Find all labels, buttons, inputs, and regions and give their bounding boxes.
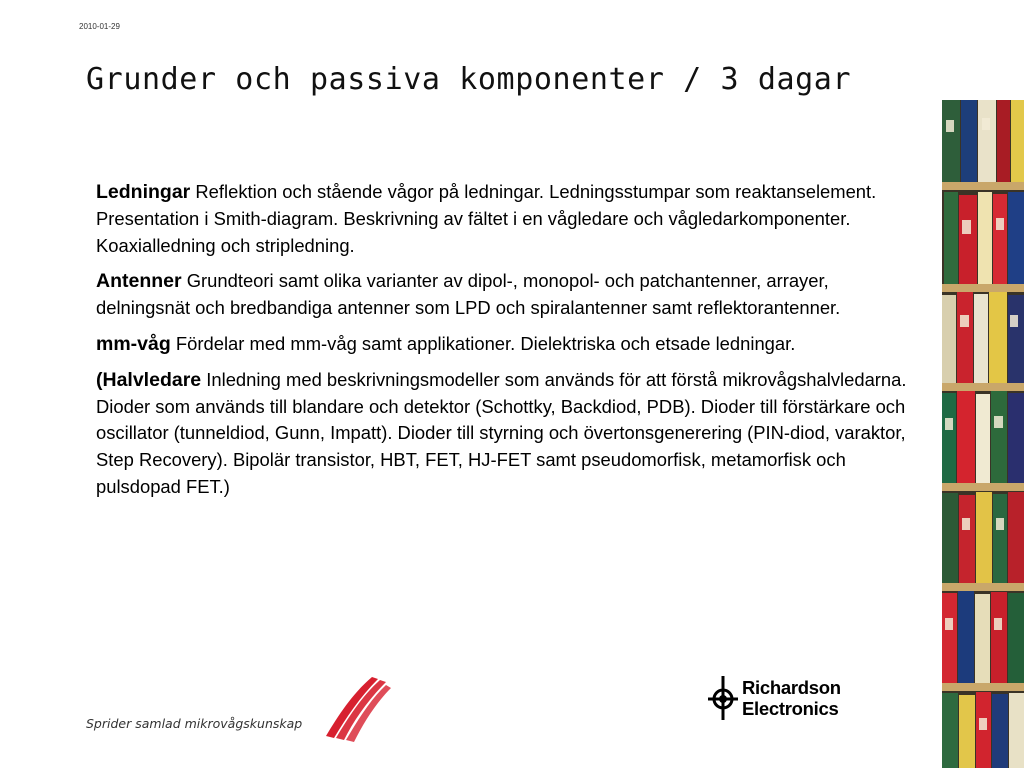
course-content xyxy=(96,179,908,510)
section-mm-vag xyxy=(96,331,908,358)
shelf-row-4 xyxy=(942,391,1024,491)
bookshelf-image xyxy=(942,100,1024,768)
shelf-row-3 xyxy=(942,292,1024,391)
company-line-1: Richardson xyxy=(742,677,841,698)
slide-date: 2010-01-29 xyxy=(79,22,120,31)
section-heading: Antenner xyxy=(96,270,182,293)
footer-logo xyxy=(80,672,400,742)
section-heading: mm-våg xyxy=(96,332,171,355)
shelf-row-6 xyxy=(942,591,1024,691)
shelf-row-5 xyxy=(942,492,1024,591)
section-heading: Ledningar xyxy=(96,181,191,203)
shelf-row-1 xyxy=(942,100,1024,190)
richardson-logo xyxy=(706,672,896,724)
section-ledningar xyxy=(96,179,908,259)
slide-title: Grunder och passiva komponenter / 3 dagar xyxy=(86,62,852,97)
section-text: Grundteori samt olika varianter av dipol-, monopol- och patchantenner, arrayer, delningsnät och bredbandiga antenner som LPD och spiralantenner samt reflektorantenner. xyxy=(96,270,841,319)
richardson-logo-icon xyxy=(706,674,740,722)
section-text: Fördelar med mm-våg samt applikationer. Dielektriska och etsade ledningar. xyxy=(175,332,796,354)
red-stripes-logo xyxy=(80,672,400,742)
shelf-row-2 xyxy=(942,192,1024,292)
section-text: Inledning med beskrivningsmodeller som används för att förstå mikrovågshalvledarna. Dioder som används till blandare och detektor (Schottky, Backdiod, PDB). Dioder till förstärkare och oscillator (tunneldiod, Gunn, Impatt). Dioder till styrning och övertonsgenerering (PIN-diod, varaktor, Step Recovery). Bipolär transistor, HBT, FET, HJ-FET samt pseudomorfisk, metamorfisk och pulsdopad FET.) xyxy=(96,368,907,497)
section-text: Reflektion och stående vågor på ledningar. Ledningsstumpar som reaktanselement. Presentation i Smith-diagram. Beskrivning av fältet i en vågledare och vågledarkomponenter. Koaxialledning och stripledning. xyxy=(96,181,877,256)
footer-slogan: Sprider samlad mikrovågskunskap xyxy=(86,716,303,731)
section-antenner xyxy=(96,268,908,322)
section-heading: (Halvledare xyxy=(96,368,202,391)
company-line-2: Electronics xyxy=(742,698,839,719)
section-halvledare xyxy=(96,367,908,501)
richardson-wordmark xyxy=(742,677,841,719)
